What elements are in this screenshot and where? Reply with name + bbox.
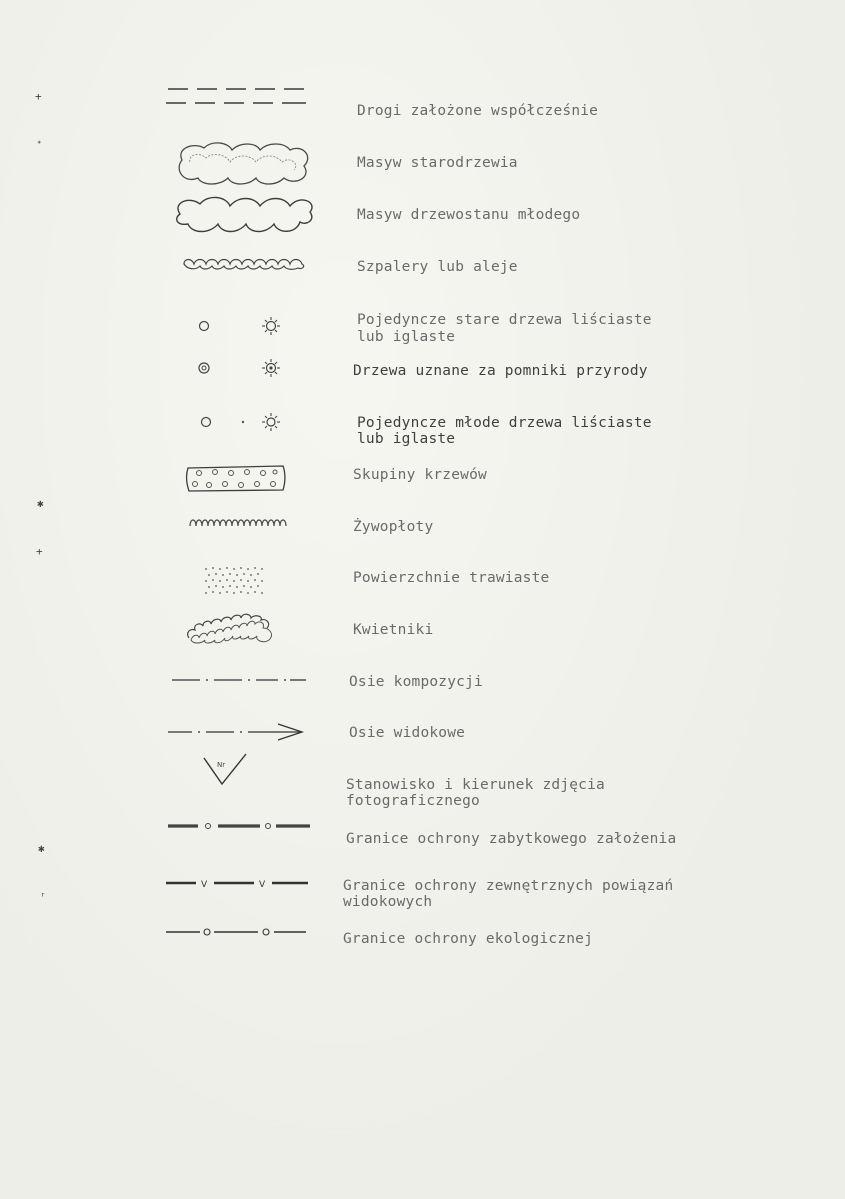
young-single-tree-icon <box>200 412 286 432</box>
legend-label: Osie kompozycji <box>349 674 483 690</box>
composition-axis-icon <box>172 675 306 685</box>
grass-area-icon <box>203 566 267 596</box>
legend-label: Kwietniki <box>353 622 434 638</box>
flowerbed-icon <box>183 610 283 646</box>
legend-label: Osie widokowe <box>349 725 466 741</box>
legend-label: Skupiny krzewów <box>353 467 487 483</box>
old-single-tree-icon <box>196 316 286 336</box>
shrub-group-icon <box>185 462 287 494</box>
legend-label: Stanowisko i kierunek zdjęcia <box>346 777 605 793</box>
legend-label: Granice ochrony zewnętrznych powiązań <box>343 878 674 894</box>
ecological-boundary-icon <box>166 925 306 939</box>
old-tree-mass-icon <box>172 140 312 188</box>
legend-label: Drogi założone współcześnie <box>357 103 599 119</box>
young-tree-mass-icon <box>172 192 320 238</box>
legend-label: Masyw starodrzewia <box>357 155 518 171</box>
hedge-icon <box>188 514 292 530</box>
margin-mark: ✱ <box>37 497 44 510</box>
photo-position-icon <box>202 752 250 788</box>
boundary-v-label: V <box>201 880 208 890</box>
legend-label: lub iglaste <box>357 431 456 447</box>
margin-mark: ✱ <box>38 842 45 855</box>
legend-label: Granice ochrony zabytkowego założenia <box>346 831 677 847</box>
legend-label: Pojedyncze młode drzewa liściaste <box>357 415 652 431</box>
margin-mark: ʳ <box>40 890 47 903</box>
heritage-boundary-icon <box>168 820 310 832</box>
legend-label: Żywopłoty <box>353 519 434 535</box>
tree-row-icon <box>182 256 308 272</box>
view-axis-icon <box>168 722 308 742</box>
margin-mark: ᐩ <box>37 138 42 151</box>
legend-label: Powierzchnie trawiaste <box>353 570 550 586</box>
photo-number-label: Nr <box>217 761 226 769</box>
legend-label: widokowych <box>343 894 433 910</box>
legend-label: Drzewa uznane za pomniki przyrody <box>353 363 648 379</box>
margin-mark: + <box>35 90 42 103</box>
boundary-v-label: V <box>259 880 266 890</box>
natural-monument-tree-icon <box>196 358 286 378</box>
margin-mark: + <box>36 545 43 558</box>
view-boundary-icon <box>166 876 308 890</box>
legend-label: fotograficznego <box>346 793 480 809</box>
legend-label: lub iglaste <box>357 329 456 345</box>
legend-label: Masyw drzewostanu młodego <box>357 207 581 223</box>
legend-label: Pojedyncze stare drzewa liściaste <box>357 312 652 328</box>
legend-label: Szpalery lub aleje <box>357 259 518 275</box>
legend-label: Granice ochrony ekologicznej <box>343 931 594 947</box>
dashed-road-icon <box>166 86 306 106</box>
